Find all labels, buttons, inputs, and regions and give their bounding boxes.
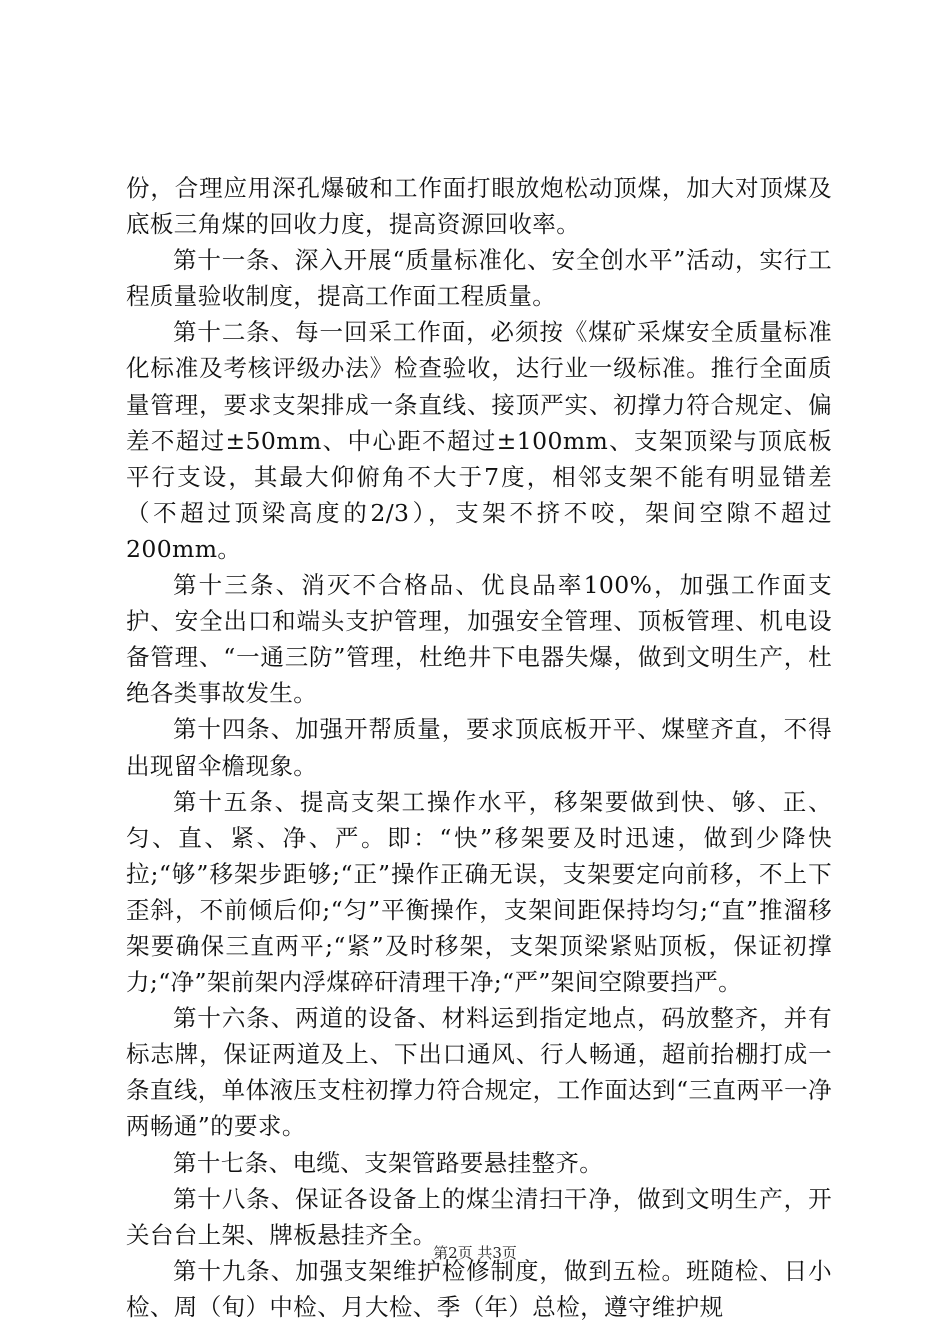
paragraph-article-14: 第十四条、加强开帮质量，要求顶底板开平、煤壁齐直，不得出现留伞檐现象。 [126,715,832,780]
document-body [126,170,832,1325]
paragraph-article-11: 第十一条、深入开展“质量标准化、安全创水平”活动，实行工程质量验收制度，提高工作面工程质量。 [126,246,832,311]
paragraph-article-15: 第十五条、提高支架工操作水平，移架要做到快、够、正、匀、直、紧、净、严。即：“快”移架要及时迅速，做到少降快拉;“够”移架步距够;“正”操作正确无误，支架要定向前移，不上下歪斜，不前倾后仰;“匀”平衡操作，支架间距保持均匀;“直”推溜移架要确保三直两平;“紧”及时移架，支架顶梁紧贴顶板，保证初撑力;“净”架前架内浮煤碎矸清理干净;“严”架间空隙要挡严。 [126,787,832,997]
page-footer [0,1243,950,1263]
paragraph-article-19: 第十九条、加强支架维护检修制度，做到五检。班随检、日小检、周（旬）中检、月大检、季（年）总检，遵守维护规 [126,1256,832,1321]
paragraph-article-12: 第十二条、每一回采工作面，必须按《煤矿采煤安全质量标准化标准及考核评级办法》检查验收，达行业一级标准。推行全面质量管理，要求支架排成一条直线、接顶严实、初撑力符合规定、偏差不超过±50mm、中心距不超过±100mm、支架顶梁与顶底板平行支设，其最大仰俯角不大于7度，相邻支架不能有明显错差（不超过顶梁高度的2/3），支架不挤不咬，架间空隙不超过200mm。 [126,318,832,563]
paragraph-article-13: 第十三条、消灭不合格品、优良品率100%，加强工作面支护、安全出口和端头支护管理，加强安全管理、顶板管理、机电设备管理、“一通三防”管理，杜绝井下电器失爆，做到文明生产，杜绝各类事故发生。 [126,571,832,708]
paragraph-article-18: 第十八条、保证各设备上的煤尘清扫干净，做到文明生产，开关台台上架、牌板悬挂齐全。 [126,1184,832,1249]
paragraph-article-17: 第十七条、电缆、支架管路要悬挂整齐。 [173,1148,604,1177]
page-number-label: 第2页 共3页 [433,1244,517,1262]
paragraph-1: 份，合理应用深孔爆破和工作面打眼放炮松动顶煤，加大对顶煤及底板三角煤的回收力度，提高资源回收率。 [126,174,832,239]
paragraph-article-16: 第十六条、两道的设备、材料运到指定地点，码放整齐，并有标志牌，保证两道及上、下出口通风、行人畅通，超前抬棚打成一条直线，单体液压支柱初撑力符合规定，工作面达到“三直两平一净两畅通”的要求。 [126,1004,832,1141]
